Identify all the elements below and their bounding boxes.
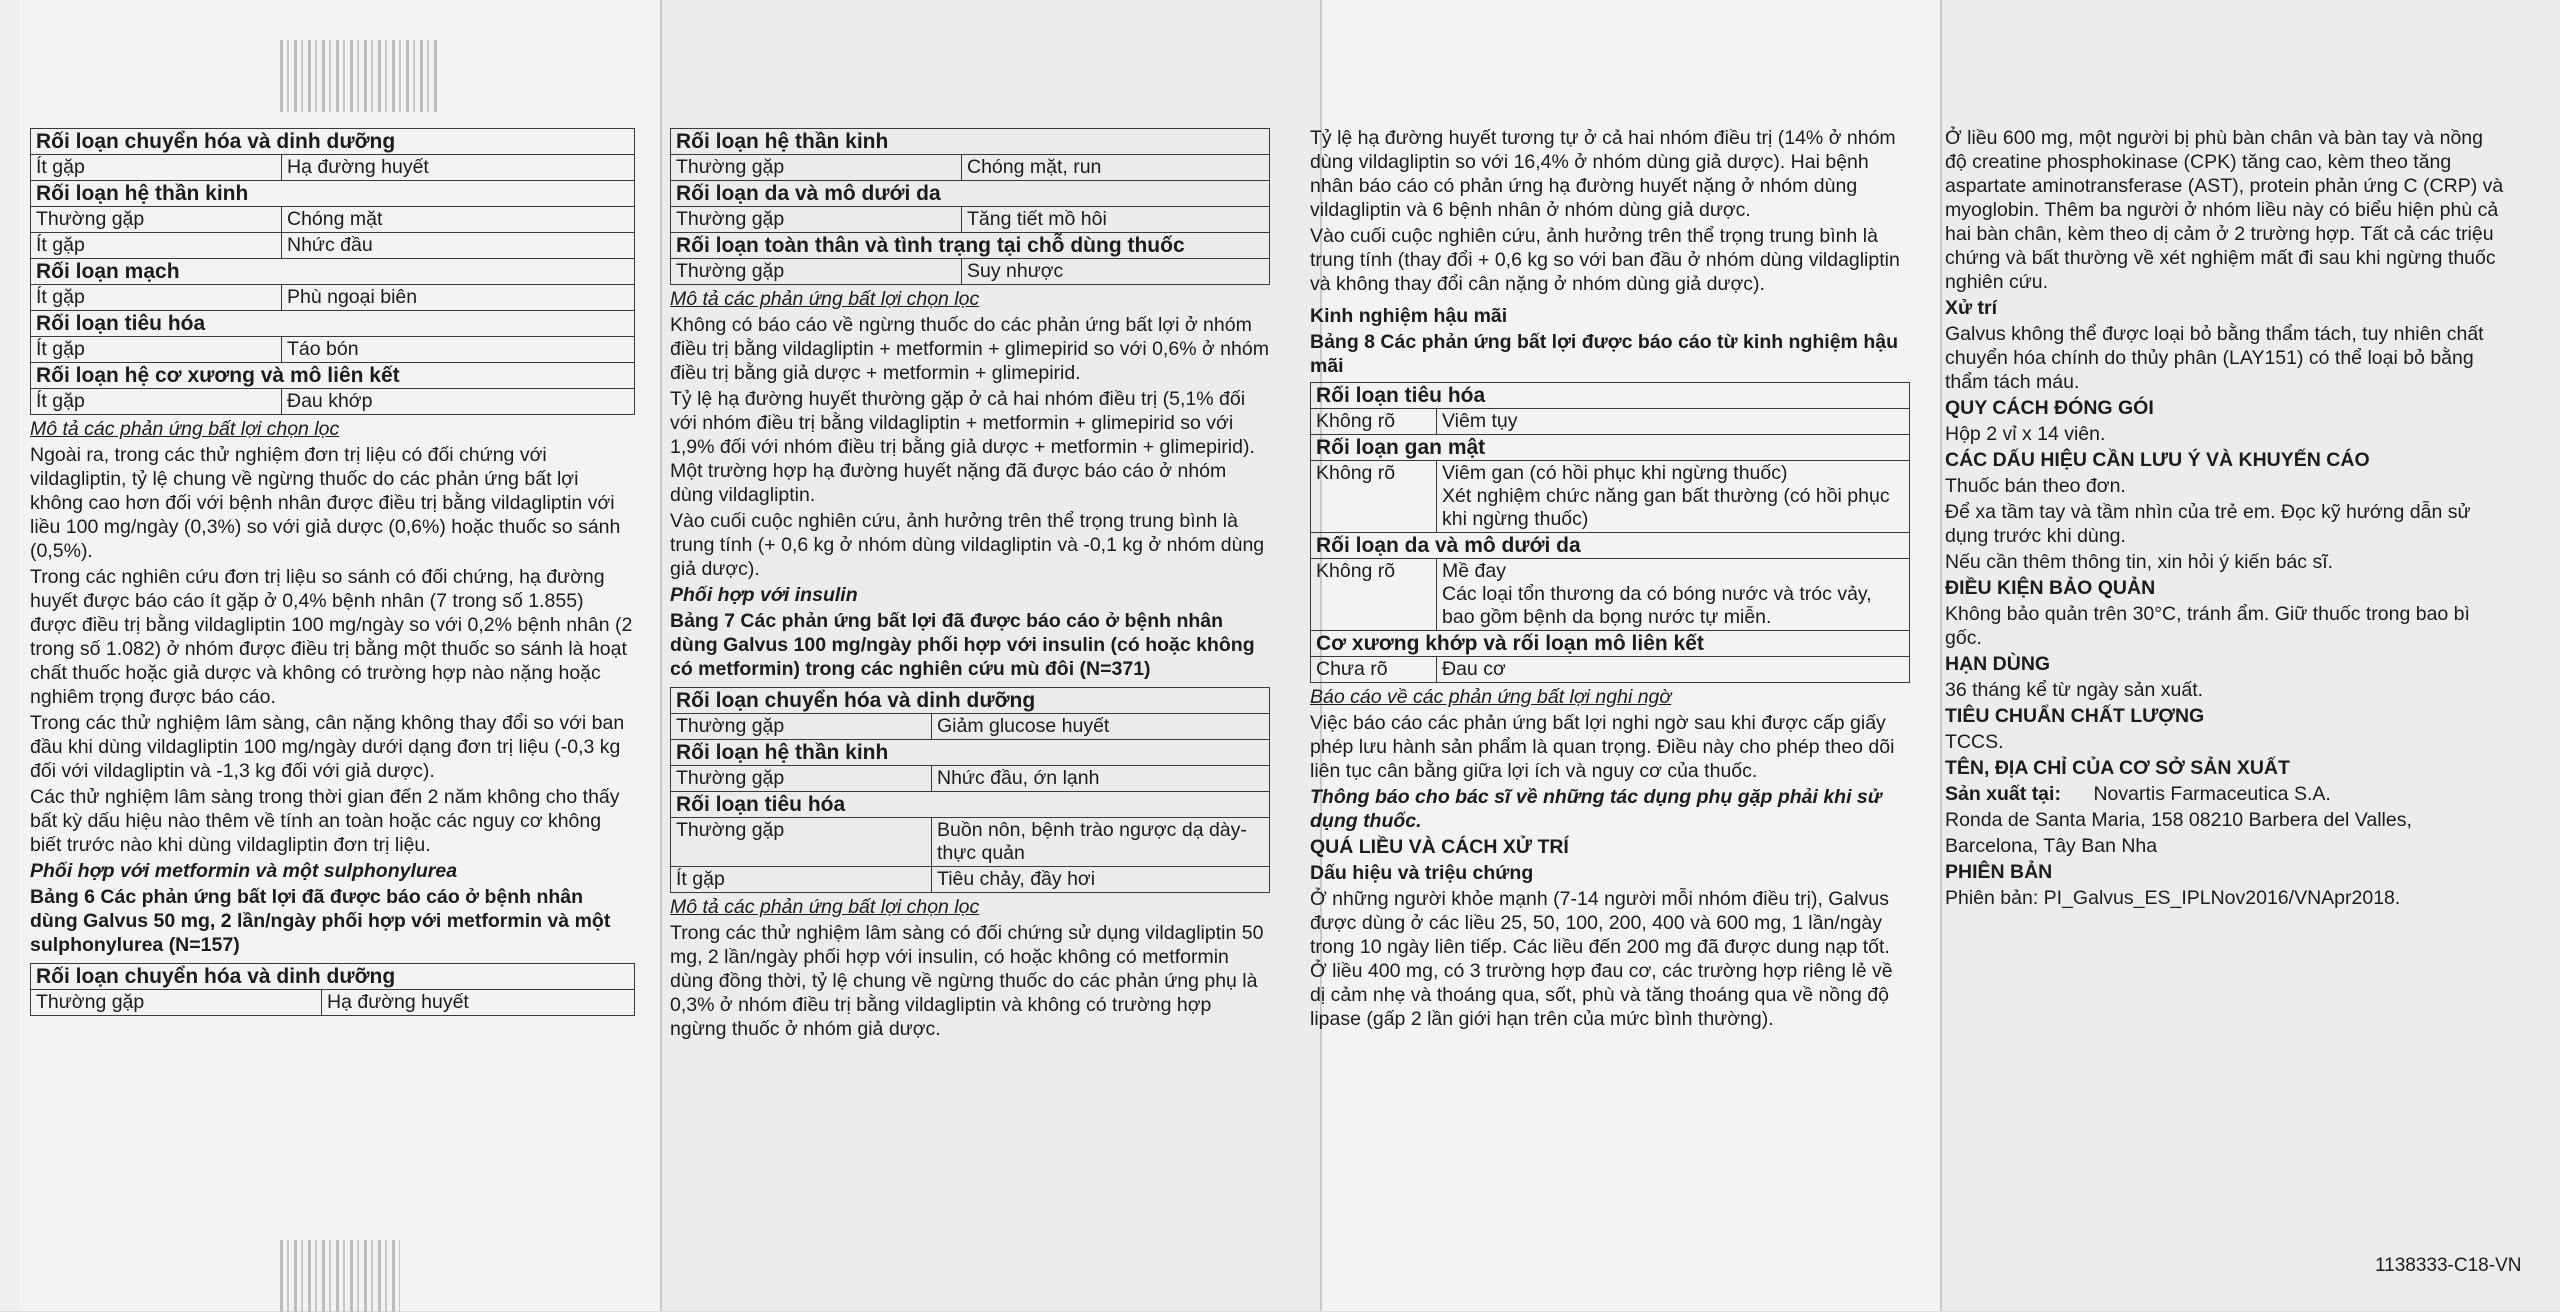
paragraph: Ở những người khỏe mạnh (7-14 người mỗi nhóm điều trị), Galvus được dùng ở các liều 25, 50, 100, 200, 400 và 600 mg, 1 lần/ngày trong 10 ngày liên tiếp. Các liều đến 200 mg đã được dung nạp tốt. Ở liều 400 mg, có 3 trường hợp đau cơ, các trường hợp riêng lẻ về dị cảm nhẹ và thoáng qua, sốt, phù và tăng thoáng qua về nồng độ lipase (gấp 2 lần giới hạn trên của mức bình thường). bbox=[1310, 888, 1893, 1030]
event-line: Xét nghiệm chức năng gan bất thường (có hồi phục khi ngừng thuốc) bbox=[1442, 485, 1890, 530]
section-subtitle: Báo cáo về các phản ứng bất lợi nghi ngờ bbox=[1310, 686, 1672, 708]
frequency-cell: Không rõ bbox=[1311, 559, 1437, 631]
event-cell: Nhức đầu bbox=[282, 233, 635, 259]
fold-line bbox=[1940, 0, 1942, 1311]
manufacturer-name: Novartis Farmaceutica S.A. bbox=[2093, 783, 2331, 805]
event-cell: Nhức đầu, ớn lạnh bbox=[932, 766, 1270, 792]
section-subtitle: Mô tả các phản ứng bất lợi chọn lọc bbox=[670, 896, 980, 918]
event-cell: Đau cơ bbox=[1437, 657, 1910, 683]
event-cell: Chóng mặt bbox=[282, 207, 635, 233]
paragraph: Hộp 2 vỉ x 14 viên. bbox=[1945, 423, 2106, 445]
paragraph: Vào cuối cuộc nghiên cứu, ảnh hưởng trên thể trọng trung bình là trung tính (+ 0,6 kg ở nhóm dùng vildagliptin và -0,1 kg ở nhóm dùng giả dược). bbox=[670, 510, 1265, 580]
paragraph: 36 tháng kể từ ngày sản xuất. bbox=[1945, 679, 2204, 701]
frequency-cell: Thường gặp bbox=[671, 207, 962, 233]
table-section-header: Rối loạn chuyển hóa và dinh dưỡng bbox=[31, 964, 635, 990]
fold-line bbox=[660, 0, 662, 1311]
event-cell bbox=[1437, 559, 1910, 631]
section-heading: TÊN, ĐỊA CHỈ CỦA CƠ SỞ SẢN XUẤT bbox=[1945, 757, 2290, 779]
pharmacode-mark bbox=[280, 40, 440, 112]
event-cell: Tiêu chảy, đầy hơi bbox=[932, 867, 1270, 893]
event-cell: Phù ngoại biên bbox=[282, 285, 635, 311]
manufacturer-line bbox=[1945, 782, 2510, 806]
column-1 bbox=[30, 128, 635, 1018]
paragraph: Trong các nghiên cứu đơn trị liệu so sánh có đối chứng, hạ đường huyết được báo cáo ít gặp ở 0,4% bệnh nhân (7 trong số 1.855) được điều trị bằng vildagliptin 100 mg/ngày so với 0,2% bệnh nhân (2 trong số 1.082) ở nhóm được điều trị bằng một thuốc so sánh là hoạt chất thuốc hoặc giả dược và không có trường hợp nào nặng hoặc nghiêm trọng được báo cáo. bbox=[30, 566, 633, 708]
adverse-table-continued bbox=[670, 128, 1270, 285]
frequency-cell: Không rõ bbox=[1311, 409, 1437, 435]
event-cell: Đau khớp bbox=[282, 389, 635, 415]
paragraph: Ở liều 600 mg, một người bị phù bàn chân và bàn tay và nồng độ creatine phosphokinase (CPK) tăng cao, kèm theo tăng aspartate aminotransferase (AST), protein phản ứng C (CRP) và myoglobin. Thêm ba người ở nhóm liều này có biểu hiện phù cả hai bàn chân, kèm theo dị cảm ở 2 trường hợp. Tất cả các triệu chứng và bất thường về xét nghiệm mất đi sau khi ngừng thuốc nghiên cứu. bbox=[1945, 127, 2504, 293]
section-heading: PHIÊN BẢN bbox=[1945, 861, 2053, 883]
frequency-cell: Thường gặp bbox=[671, 259, 962, 285]
section-subtitle: Xử trí bbox=[1945, 297, 1998, 319]
manufacturer-address: Barcelona, Tây Ban Nha bbox=[1945, 835, 2158, 857]
section-subtitle: Phối hợp với insulin bbox=[670, 584, 858, 606]
event-cell: Hạ đường huyết bbox=[322, 990, 635, 1016]
event-cell: Chóng mặt, run bbox=[962, 155, 1270, 181]
frequency-cell: Thường gặp bbox=[31, 990, 322, 1016]
table-section-header: Rối loạn mạch bbox=[31, 259, 635, 285]
frequency-cell: Thường gặp bbox=[671, 818, 932, 867]
section-heading: QUÁ LIỀU VÀ CÁCH XỬ TRÍ bbox=[1310, 836, 1569, 858]
column-3 bbox=[1310, 126, 1910, 1033]
paragraph: Tỷ lệ hạ đường huyết thường gặp ở cả hai nhóm điều trị (5,1% đối với nhóm điều trị bằng vildagliptin + metformin + glimepirid so với 1,9% đối với nhóm điều trị bằng giả dược + metformin + glimepirid). Một trường hợp hạ đường huyết nặng đã được báo cáo ở nhóm dùng vildagliptin. bbox=[670, 388, 1255, 506]
frequency-cell: Thường gặp bbox=[671, 766, 932, 792]
frequency-cell: Ít gặp bbox=[31, 285, 282, 311]
section-subtitle: Mô tả các phản ứng bất lợi chọn lọc bbox=[670, 288, 980, 310]
frequency-cell: Ít gặp bbox=[31, 389, 282, 415]
event-cell: Hạ đường huyết bbox=[282, 155, 635, 181]
adverse-table-monotherapy bbox=[30, 128, 635, 415]
paragraph: Trong các thử nghiệm lâm sàng, cân nặng không thay đổi so với ban đầu khi dùng vildagliptin 100 mg/ngày dưới dạng đơn trị liệu (-0,3 kg đối với vildagliptin và -1,3 kg đối với giả dược). bbox=[30, 712, 625, 782]
frequency-cell: Ít gặp bbox=[31, 233, 282, 259]
table-section-header: Rối loạn hệ cơ xương và mô liên kết bbox=[31, 363, 635, 389]
table-section-header: Rối loạn chuyển hóa và dinh dưỡng bbox=[671, 688, 1270, 714]
table-section-header: Rối loạn hệ thần kinh bbox=[671, 129, 1270, 155]
table-section-header: Rối loạn hệ thần kinh bbox=[671, 740, 1270, 766]
table-section-header: Rối loạn tiêu hóa bbox=[671, 792, 1270, 818]
version-text: Phiên bản: PI_Galvus_ES_IPLNov2016/VNApr2018. bbox=[1945, 887, 2401, 909]
frequency-cell: Thường gặp bbox=[671, 714, 932, 740]
event-line: Các loại tổn thương da có bóng nước và tróc vảy, bao gồm bệnh da bọng nước tự miễn. bbox=[1442, 583, 1872, 628]
event-line: Viêm gan (có hồi phục khi ngừng thuốc) bbox=[1442, 462, 1788, 484]
column-4 bbox=[1945, 126, 2510, 912]
paragraph: Không có báo cáo về ngừng thuốc do các phản ứng bất lợi ở nhóm điều trị bằng vildagliptin + metformin + glimepirid so với 0,6% ở nhóm điều trị bằng giả dược + metformin + glimepirid. bbox=[670, 314, 1269, 384]
adverse-table-6 bbox=[30, 963, 635, 1016]
frequency-cell: Ít gặp bbox=[671, 867, 932, 893]
frequency-cell: Thường gặp bbox=[31, 207, 282, 233]
paragraph: Không bảo quản trên 30°C, tránh ẩm. Giữ thuốc trong bao bì gốc. bbox=[1945, 603, 2470, 649]
section-heading: ĐIỀU KIỆN BẢO QUẢN bbox=[1945, 577, 2156, 599]
table-title: Bảng 8 Các phản ứng bất lợi được báo cáo từ kinh nghiệm hậu mãi bbox=[1310, 331, 1898, 377]
section-subtitle: Kinh nghiệm hậu mãi bbox=[1310, 305, 1508, 327]
event-cell: Buồn nôn, bệnh trào ngược dạ dày-thực quản bbox=[932, 818, 1270, 867]
event-cell: Suy nhược bbox=[962, 259, 1270, 285]
manufacturer-label: Sản xuất tại: bbox=[1945, 783, 2061, 805]
table-section-header: Cơ xương khớp và rối loạn mô liên kết bbox=[1311, 631, 1910, 657]
paragraph: Trong các thử nghiệm lâm sàng có đối chứng sử dụng vildagliptin 50 mg, 2 lần/ngày phối hợp với insulin, có hoặc không có metformin dùng đồng thời, tỷ lệ chung về ngừng thuốc do các phản ứng phụ là 0,3% ở nhóm điều trị bằng vildagliptin và không có trường hợp ngừng thuốc ở nhóm giả dược. bbox=[670, 922, 1264, 1040]
paragraph: Ngoài ra, trong các thử nghiệm đơn trị liệu có đối chứng với vildagliptin, tỷ lệ chung về ngừng thuốc do các phản ứng bất lợi không cao hơn đối với bệnh nhân được điều trị bằng vildagliptin với liều 100 mg/ngày (0,3%) so với giả dược (0,6%) hoặc thuốc so sánh (0,5%). bbox=[30, 444, 621, 562]
section-heading: HẠN DÙNG bbox=[1945, 653, 2051, 675]
section-heading: QUY CÁCH ĐÓNG GÓI bbox=[1945, 397, 2154, 419]
paragraph: Vào cuối cuộc nghiên cứu, ảnh hưởng trên thể trọng trung bình là trung tính (thay đổi + 0,6 kg so với ban đầu ở nhóm dùng vildagliptin và không thay đổi cân nặng ở nhóm dùng giả dược). bbox=[1310, 225, 1900, 295]
table-section-header: Rối loạn hệ thần kinh bbox=[31, 181, 635, 207]
adverse-table-8 bbox=[1310, 382, 1910, 683]
table-title: Bảng 6 Các phản ứng bất lợi đã được báo cáo ở bệnh nhân dùng Galvus 50 mg, 2 lần/ngày phối hợp với metformin và một sulphonylurea (N=157) bbox=[30, 886, 611, 956]
table-title: Bảng 7 Các phản ứng bất lợi đã được báo cáo ở bệnh nhân dùng Galvus 100 mg/ngày phối hợp với insulin (có hoặc không có metformin) trong các nghiên cứu mù đôi (N=371) bbox=[670, 610, 1255, 680]
table-section-header: Rối loạn chuyển hóa và dinh dưỡng bbox=[31, 129, 635, 155]
frequency-cell: Thường gặp bbox=[671, 155, 962, 181]
paragraph: Để xa tầm tay và tầm nhìn của trẻ em. Đọc kỹ hướng dẫn sử dụng trước khi dùng. bbox=[1945, 501, 2471, 547]
section-subtitle: Dấu hiệu và triệu chứng bbox=[1310, 862, 1534, 884]
document-code: 1138333-C18-VN bbox=[2375, 1255, 2522, 1276]
event-line: Mề đay bbox=[1442, 560, 1506, 582]
column-2 bbox=[670, 128, 1270, 1043]
paragraph: Việc báo cáo các phản ứng bất lợi nghi ngờ sau khi được cấp giấy phép lưu hành sản phẩm là quan trọng. Điều này cho phép theo dõi liên tục cân bằng giữa lợi ích và nguy cơ của thuốc. bbox=[1310, 712, 1895, 782]
event-cell: Tăng tiết mồ hôi bbox=[962, 207, 1270, 233]
frequency-cell: Chưa rõ bbox=[1311, 657, 1437, 683]
table-section-header: Rối loạn tiêu hóa bbox=[31, 311, 635, 337]
table-section-header: Rối loạn da và mô dưới da bbox=[1311, 533, 1910, 559]
manufacturer-address: Ronda de Santa Maria, 158 08210 Barbera del Valles, bbox=[1945, 809, 2412, 831]
event-cell bbox=[1437, 461, 1910, 533]
paragraph: Galvus không thể được loại bỏ bằng thẩm tách, tuy nhiên chất chuyển hóa chính do thủy phân (LAY151) có thể loại bỏ bằng thẩm tách máu. bbox=[1945, 323, 2484, 393]
frequency-cell: Ít gặp bbox=[31, 155, 282, 181]
paragraph: Các thử nghiệm lâm sàng trong thời gian đến 2 năm không cho thấy bất kỳ dấu hiệu nào thêm về tính an toàn hoặc các nguy cơ không biết trước nào khi dùng vildagliptin đơn trị liệu. bbox=[30, 786, 620, 856]
section-heading: TIÊU CHUẨN CHẤT LƯỢNG bbox=[1945, 705, 2205, 727]
section-heading: CÁC DẤU HIỆU CẦN LƯU Ý VÀ KHUYẾN CÁO bbox=[1945, 449, 2370, 471]
paragraph: TCCS. bbox=[1945, 731, 2004, 753]
event-cell: Giảm glucose huyết bbox=[932, 714, 1270, 740]
paragraph: Tỷ lệ hạ đường huyết tương tự ở cả hai nhóm điều trị (14% ở nhóm dùng vildagliptin so với 16,4% ở nhóm dùng giả dược). Hai bệnh nhân báo cáo có phản ứng hạ đường huyết nặng ở nhóm dùng vildagliptin và 6 bệnh nhân ở nhóm dùng giả dược. bbox=[1310, 127, 1896, 221]
frequency-cell: Không rõ bbox=[1311, 461, 1437, 533]
event-cell: Viêm tụy bbox=[1437, 409, 1910, 435]
table-section-header: Rối loạn gan mật bbox=[1311, 435, 1910, 461]
section-subtitle: Mô tả các phản ứng bất lợi chọn lọc bbox=[30, 418, 340, 440]
frequency-cell: Ít gặp bbox=[31, 337, 282, 363]
adverse-table-7 bbox=[670, 687, 1270, 893]
paragraph: Nếu cần thêm thông tin, xin hỏi ý kiến bác sĩ. bbox=[1945, 551, 2334, 573]
table-section-header: Rối loạn da và mô dưới da bbox=[671, 181, 1270, 207]
pharmacode-mark bbox=[280, 1240, 400, 1312]
table-section-header: Rối loạn tiêu hóa bbox=[1311, 383, 1910, 409]
paragraph: Thuốc bán theo đơn. bbox=[1945, 475, 2126, 497]
table-section-header: Rối loạn toàn thân và tình trạng tại chỗ dùng thuốc bbox=[671, 233, 1270, 259]
event-cell: Táo bón bbox=[282, 337, 635, 363]
notice: Thông báo cho bác sĩ về những tác dụng phụ gặp phải khi sử dụng thuốc. bbox=[1310, 786, 1882, 832]
section-subtitle: Phối hợp với metformin và một sulphonylurea bbox=[30, 860, 458, 882]
